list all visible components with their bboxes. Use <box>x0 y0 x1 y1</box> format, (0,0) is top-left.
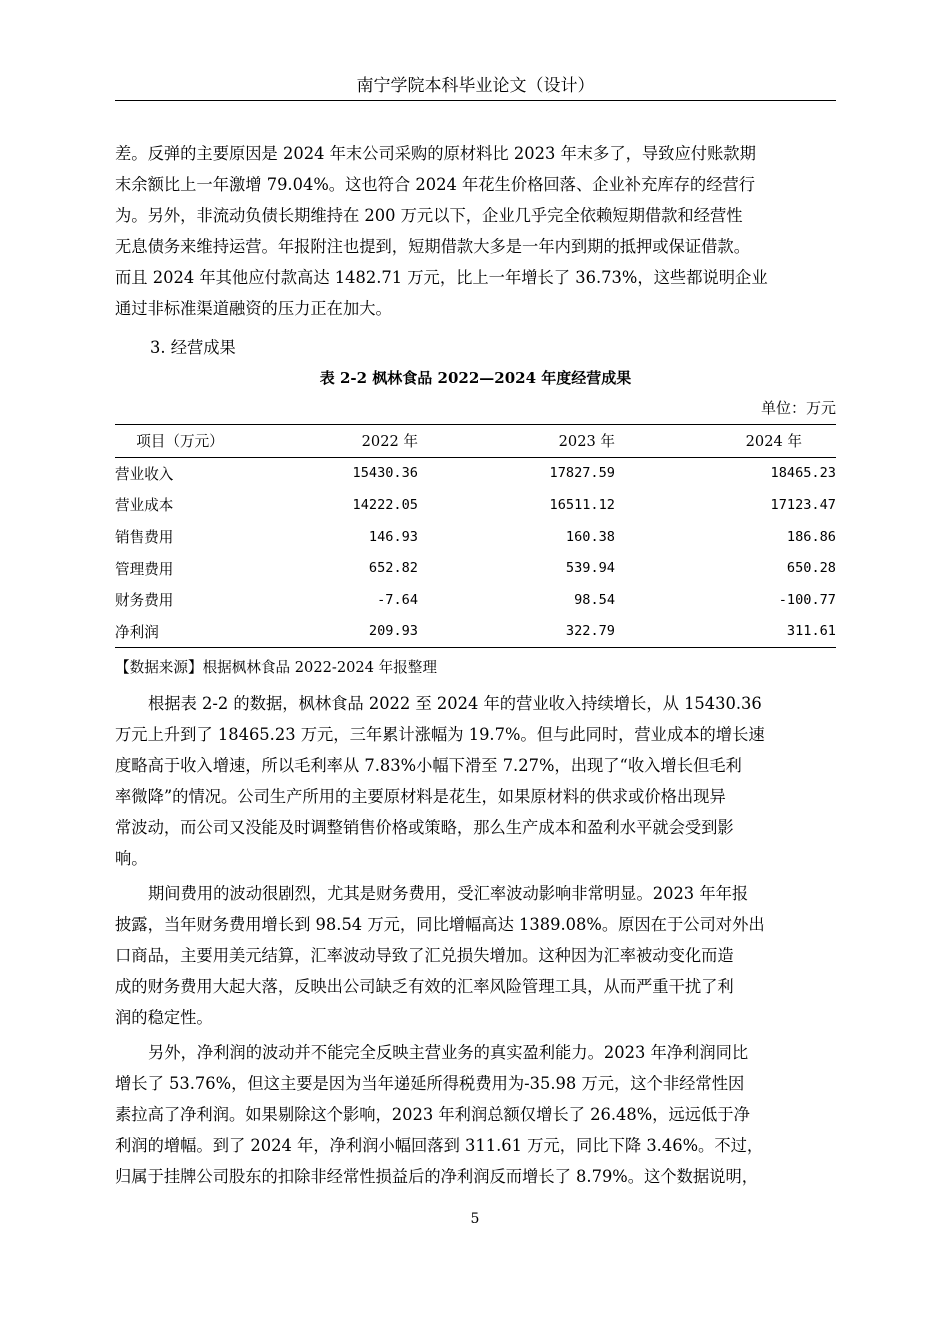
table-cell: 17123.47 <box>770 496 836 513</box>
paragraph-line: 根据表 2-2 的数据，枫林食品 2022 至 2024 年的营业收入持续增长，从 15430.36 <box>148 694 762 713</box>
table-header-2024: 2024 年 <box>745 433 802 451</box>
header-rule <box>115 100 836 101</box>
table-cell: 18465.23 <box>770 465 836 482</box>
table-header-2022: 2022 年 <box>361 433 418 451</box>
table-row-label: 营业成本 <box>115 497 174 515</box>
table-cell: 16511.12 <box>549 496 615 513</box>
table-cell: 160.38 <box>565 528 615 545</box>
table-cell: 17827.59 <box>549 465 615 482</box>
table-cell: 209.93 <box>368 623 418 640</box>
table-cell: -100.77 <box>778 591 836 608</box>
paragraph-3 <box>115 878 836 1033</box>
table-row <box>115 552 836 584</box>
paragraph-line: 率微降”的情况。公司生产所用的主要原材料是花生，如果原材料的供求或价格出现异 <box>115 787 726 806</box>
section-subheading: 3. 经营成果 <box>150 338 236 357</box>
paragraph-line: 响。 <box>115 849 148 868</box>
table-row-label: 管理费用 <box>115 560 174 578</box>
table-row-label: 净利润 <box>115 623 159 641</box>
table-row-label: 销售费用 <box>115 529 174 547</box>
paragraph-line: 万元上升到了 18465.23 万元，三年累计涨幅为 19.7%。但与此同时，营业成本的增长速 <box>115 725 765 744</box>
table-cell: 311.61 <box>786 623 836 640</box>
paragraph-line: 增长了 53.76%，但这主要是因为当年递延所得税费用为-35.98 万元，这个非经常性因 <box>115 1074 745 1093</box>
table-cell: 186.86 <box>786 528 836 545</box>
paragraph-line: 期间费用的波动很剧烈，尤其是财务费用，受汇率波动影响非常明显。2023 年年报 <box>148 884 749 903</box>
table-source-note: 【数据来源】根据枫林食品 2022-2024 年报整理 <box>115 659 437 676</box>
table-cell: 146.93 <box>368 528 418 545</box>
table-unit: 单位：万元 <box>760 399 836 417</box>
table-cell: 650.28 <box>786 560 836 577</box>
paragraph-line: 成的财务费用大起大落，反映出公司缺乏有效的汇率风险管理工具，从而严重干扰了利 <box>115 977 734 996</box>
paragraph-line: 素拉高了净利润。如果剔除这个影响，2023 年利润总额仅增长了 26.48%，远远低于净 <box>115 1105 750 1124</box>
paragraph-line: 末余额比上一年激增 79.04%。这也符合 2024 年花生价格回落、企业补充库存的经营行 <box>115 175 756 194</box>
paragraph-line: 润的稳定性。 <box>115 1008 213 1027</box>
page-header: 南宁学院本科毕业论文（设计） <box>356 76 595 96</box>
paragraph-2 <box>115 688 836 874</box>
table-header-2023: 2023 年 <box>558 433 615 451</box>
paragraph-1 <box>115 138 836 324</box>
paragraph-line: 差。反弹的主要原因是 2024 年末公司采购的原材料比 2023 年末多了，导致应付账款期 <box>115 144 756 163</box>
paragraph-line: 而且 2024 年其他应付款高达 1482.71 万元，比上一年增长了 36.73%，这些都说明企业 <box>115 268 768 287</box>
paragraph-line: 披露，当年财务费用增长到 98.54 万元，同比增幅高达 1389.08%。原因在于公司对外出 <box>115 915 765 934</box>
paragraph-line: 度略高于收入增速，所以毛利率从 7.83%小幅下滑至 7.27%，出现了“收入增长但毛利 <box>115 756 742 775</box>
table-cell: 15430.36 <box>352 465 418 482</box>
paragraph-4 <box>115 1037 836 1192</box>
paragraph-line: 另外，净利润的波动并不能完全反映主营业务的真实盈利能力。2023 年净利润同比 <box>148 1043 749 1062</box>
table-cell: 652.82 <box>368 560 418 577</box>
table-row <box>115 584 836 616</box>
table-caption: 表 2-2 枫林食品 2022—2024 年度经营成果 <box>319 369 632 387</box>
paragraph-line: 归属于挂牌公司股东的扣除非经常性损益后的净利润反而增长了 8.79%。这个数据说明， <box>115 1167 759 1186</box>
table-header-row <box>115 425 836 458</box>
page-number: 5 <box>470 1211 480 1227</box>
table-row-label: 财务费用 <box>115 592 174 610</box>
table-row <box>115 616 836 648</box>
table-cell: -7.64 <box>377 591 418 608</box>
table-cell: 14222.05 <box>352 496 418 513</box>
table-header-item: 项目（万元） <box>136 433 224 451</box>
table-row-label: 营业收入 <box>115 465 174 483</box>
paragraph-line: 通过非标准渠道融资的压力正在加大。 <box>115 299 392 318</box>
operating-results-table <box>115 424 836 648</box>
paragraph-line: 无息债务来维持运营。年报附注也提到，短期借款大多是一年内到期的抵押或保证借款。 <box>115 237 750 256</box>
table-row <box>115 457 836 489</box>
table-row <box>115 521 836 553</box>
paragraph-line: 利润的增幅。到了 2024 年，净利润小幅回落到 311.61 万元，同比下降 3.46%。不过， <box>115 1136 764 1155</box>
table-cell: 539.94 <box>565 560 615 577</box>
table-cell: 98.54 <box>574 591 615 608</box>
paragraph-line: 口商品，主要用美元结算，汇率波动导致了汇兑损失增加。这种因为汇率被动变化而造 <box>115 946 734 965</box>
table-row <box>115 489 836 521</box>
paragraph-line: 常波动，而公司又没能及时调整销售价格或策略，那么生产成本和盈利水平就会受到影 <box>115 818 734 837</box>
table-cell: 322.79 <box>565 623 615 640</box>
paragraph-line: 为。另外，非流动负债长期维持在 200 万元以下，企业几乎完全依赖短期借款和经营性 <box>115 206 743 225</box>
